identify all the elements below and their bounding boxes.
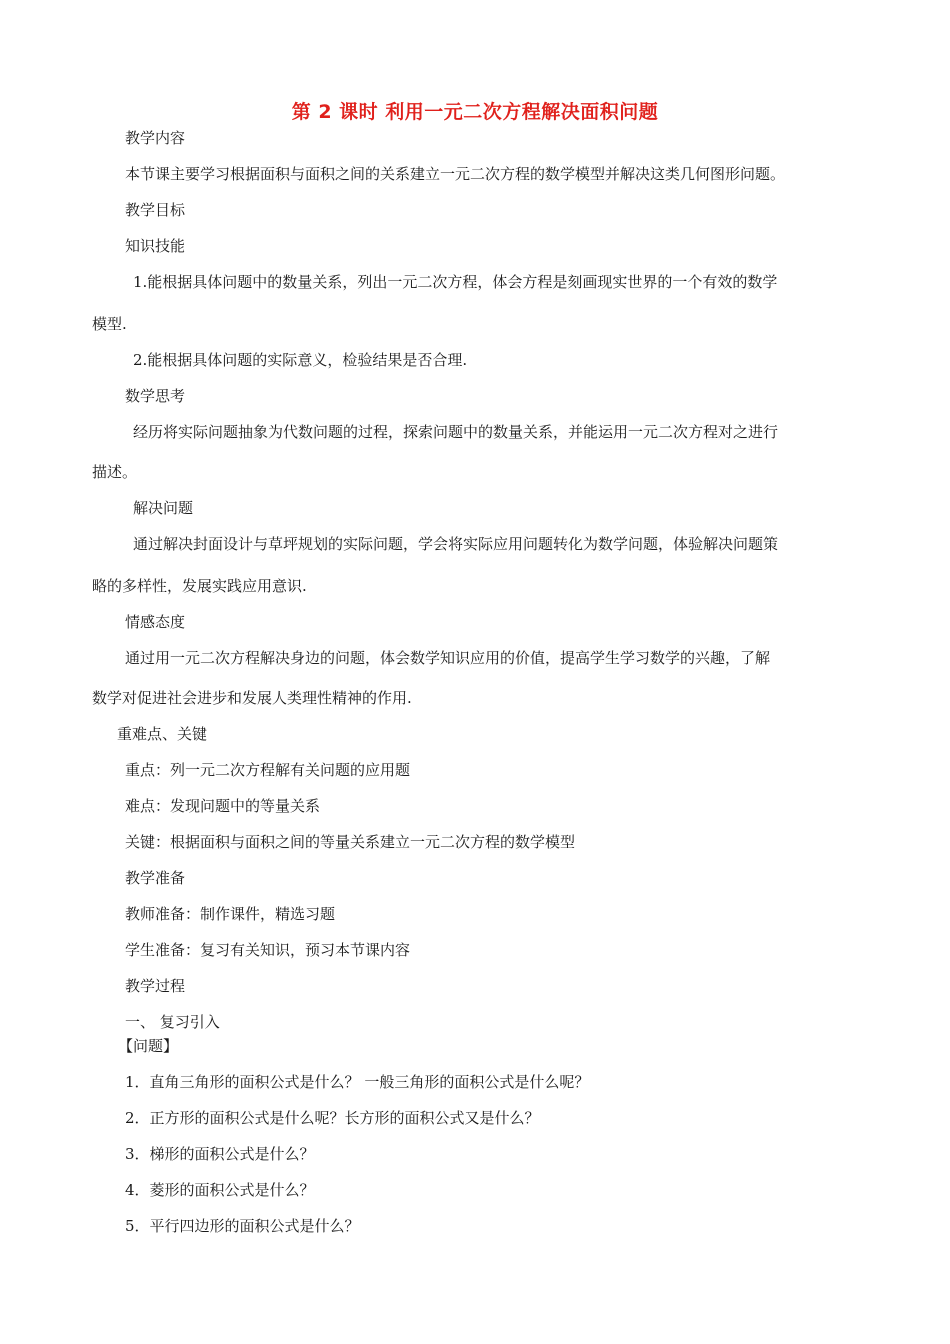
section-review-intro: 一、 复习引入 [125,1013,220,1031]
question-5: 5．平行四边形的面积公式是什么？ [125,1217,360,1235]
question-1: 1．直角三角形的面积公式是什么？ 一般三角形的面积公式是什么呢？ [125,1073,590,1091]
teacher-preparation: 教师准备：制作课件，精选习题 [125,905,336,923]
key-point-difficulty: 难点：发现问题中的等量关系 [125,797,321,815]
goal-item-1-line-1: 1.能根据具体问题中的数量关系，列出一元二次方程，体会方程是刻画现实世界的一个有效的数学 [133,273,778,291]
question-3: 3．梯形的面积公式是什么？ [125,1145,315,1163]
student-preparation: 学生准备：复习有关知识，预习本节课内容 [125,941,411,959]
heading-knowledge-skills: 知识技能 [125,237,186,255]
goal-item-1-line-2: 模型. [92,315,127,333]
paragraph-problem-solving-line-1: 通过解决封面设计与草坪规划的实际问题，学会将实际应用问题转化为数学问题，体验解决问题策 [133,535,779,553]
heading-math-thinking: 数学思考 [125,387,186,405]
question-4: 4．菱形的面积公式是什么？ [125,1181,315,1199]
heading-questions: 【问题】 [118,1037,179,1055]
paragraph-math-thinking-line-2: 描述。 [92,463,138,481]
goal-item-2: 2.能根据具体问题的实际意义，检验结果是否合理. [133,351,468,369]
heading-teaching-goals: 教学目标 [125,201,186,219]
heading-problem-solving: 解决问题 [133,499,194,517]
key-point-key: 关键：根据面积与面积之间的等量关系建立一元二次方程的数学模型 [125,833,576,851]
paragraph-math-thinking-line-1: 经历将实际问题抽象为代数问题的过程，探索问题中的数量关系，并能运用一元二次方程对之进行 [133,423,779,441]
paragraph-emotional-line-2: 数学对促进社会进步和发展人类理性精神的作用. [92,689,412,707]
heading-teaching-preparation: 教学准备 [125,869,186,887]
heading-teaching-process: 教学过程 [125,977,186,995]
heading-teaching-content: 教学内容 [125,129,186,147]
paragraph-content-summary: 本节课主要学习根据面积与面积之间的关系建立一元二次方程的数学模型并解决这类几何图形问题。 [125,165,786,183]
lesson-title: 第 2 课时 利用一元二次方程解决面积问题 [291,101,659,123]
paragraph-emotional-line-1: 通过用一元二次方程解决身边的问题，体会数学知识应用的价值，提高学生学习数学的兴趣，了解 [125,649,771,667]
heading-key-points: 重难点、关键 [117,725,208,743]
question-2: 2．正方形的面积公式是什么呢？长方形的面积公式又是什么？ [125,1109,540,1127]
key-point-focus: 重点：列一元二次方程解有关问题的应用题 [125,761,411,779]
paragraph-problem-solving-line-2: 略的多样性，发展实践应用意识. [92,577,307,595]
heading-emotional-attitude: 情感态度 [125,613,186,631]
